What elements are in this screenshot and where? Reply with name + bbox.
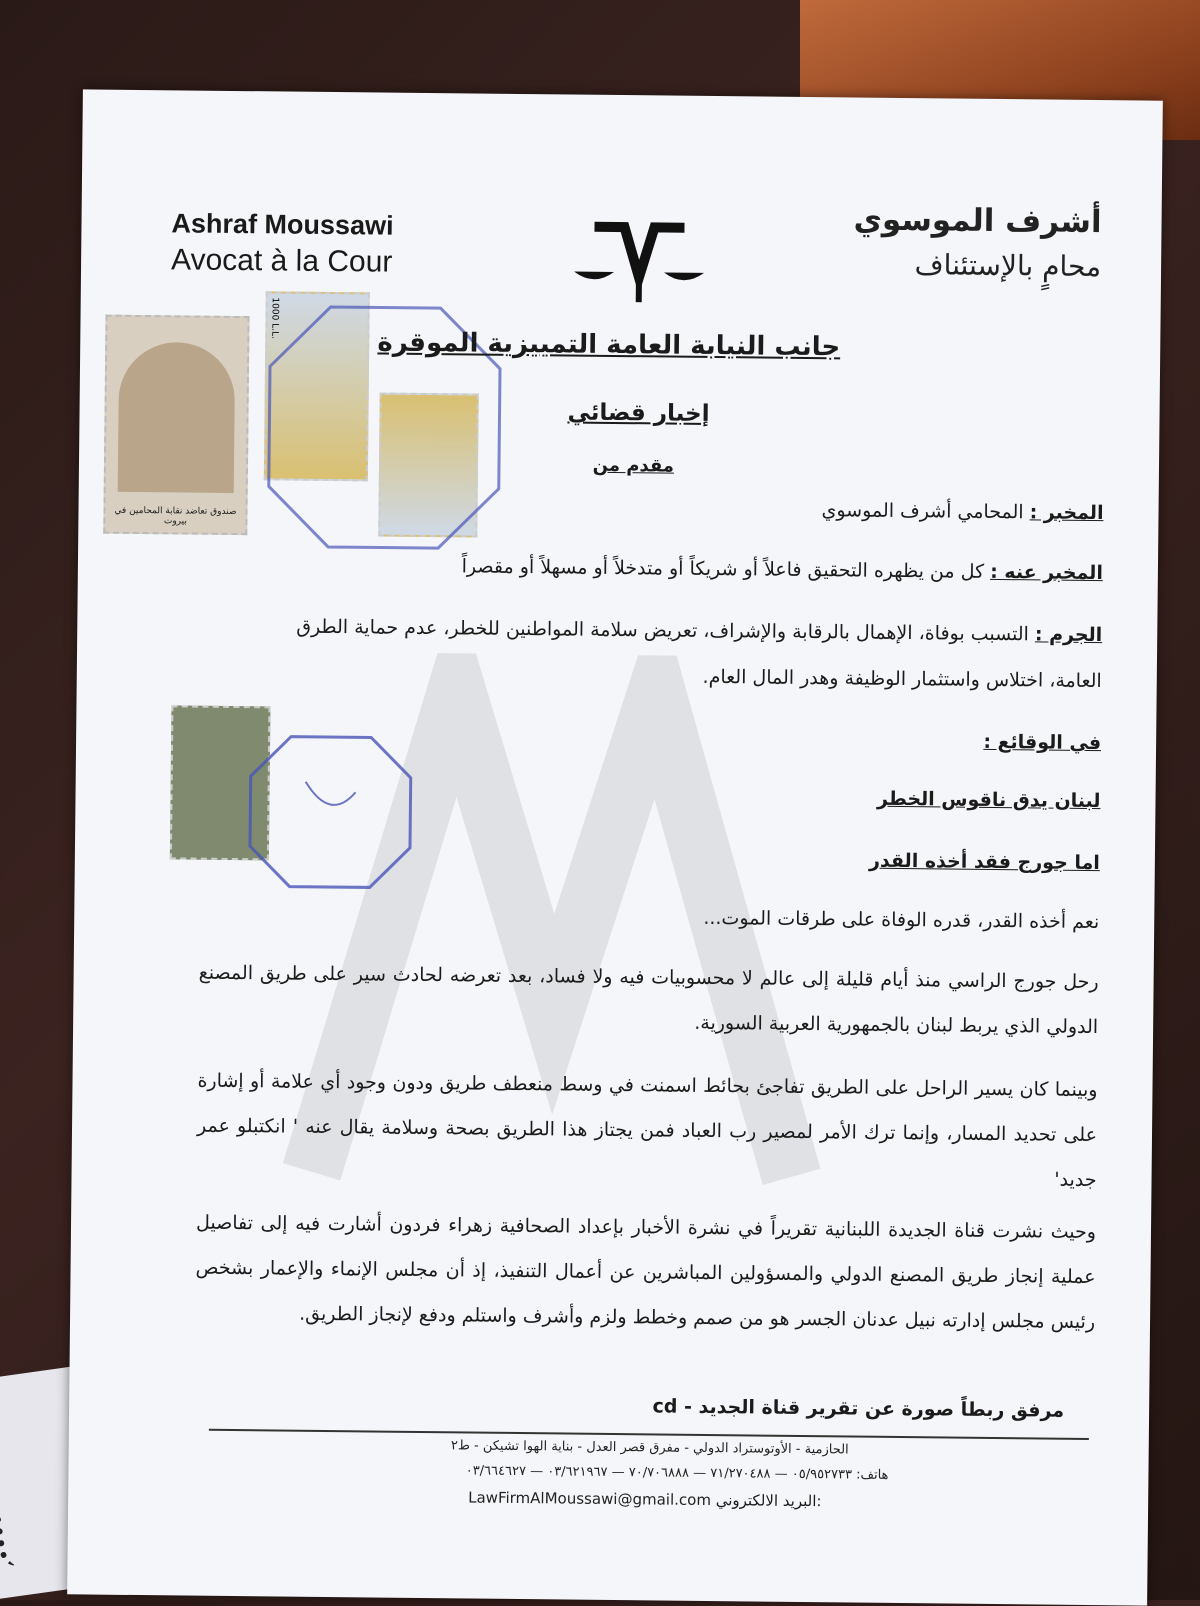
revenue-stamp-brown [103,315,249,535]
lawyer-title-en: Avocat à la Cour [170,243,393,279]
lawyer-title-ar: محامٍ بالإستئناف [914,248,1102,284]
attachment-note: مرفق ربطاً صورة عن تقرير قناة الجديد - cd [652,1395,1065,1422]
stamp-denomination: 1000 L.L. [269,297,280,339]
document-page [67,89,1163,1605]
sub-heading-alarm: لبنان يدق ناقوس الخطر [876,787,1101,813]
paragraph-2: رحل جورج الراسي منذ أيام قليلة إلى عالم لا محسوبيات فيه ولا فساد، بعد تعرضه لحادث سير على طريق المصنع الدولي الذي يربط لبنان بالجمهورية العربية السورية. [198,961,1099,1039]
informant-label: المخبر : [1029,501,1104,525]
footer-phone: هاتف: ٠٥/٩٥٢٧٣٣ — ٧١/٢٧٠٤٨٨ — ٧٠/٧٠٦٨٨٨ — ٠٣/٦٢١٩٦٧ — ٠٣/٦٦٤٦٢٧ [465,1463,889,1483]
paragraph-1: نعم أخذه القدر، قدره الوفاة على طرقات الموت... [703,906,1100,934]
paragraph-3: وبينما كان يسير الراحل على الطريق تفاجئ بحائط اسمنت في وسط منعطف طريق ودون وجود أي علامة أو إشارة على تحديد المسار، وإنما ترك الأمر لمصير رب العباد فمن يجتاز هذا الطريق بصحة وسلامة يقال عنه ' انكتبلو عمر جديد' [196,1069,1098,1192]
footer-email-row [468,1488,821,1510]
accused-field [462,555,1103,584]
ink-stamp-octagon-2 [245,731,417,893]
accused-value: كل من يظهره التحقيق فاعلاً أو شريكاً أو متدخلاً أو مسهلاً أو مقصراً [461,555,985,583]
lawyer-name-en: Ashraf Moussawi [171,208,394,241]
footer-divider [209,1429,1089,1440]
crime-label: الجرم : [1034,623,1103,647]
header-english [171,208,394,279]
document-title: إخبار قضائي [567,399,710,427]
crime-value-line-2: العامة، اختلاس واستثمار الوظيفة وهدر المال العام. [702,665,1102,693]
lawyer-name-ar: أشرف الموسوي [853,201,1102,241]
footer-address: الحازمية - الأوتوستراد الدولي - مفرق قصر العدل - بناية الهوا تشيكن - ط٢ [450,1438,849,1458]
header-arabic [853,201,1102,283]
footer-email: LawFirmAlMoussawi@gmail.com [468,1488,712,1510]
facts-heading: في الوقائع : [983,730,1102,755]
paragraph-4: وحيث نشرت قناة الجديدة اللبنانية تقريراً في نشرة الأخبار بإعداد الصحافية زهراء فردون أشارت فيه إلى تفاصيل عملية إنجاز طريق المصنع الدولي والمسؤولين المباشرين عن أعمال التنفيذ، إذ أن مجلس الإنماء والإعمار بشخص رئيس مجلس إدارته نبيل عدنان الجسر هو من صمم وخطط ولزم وأشرف واستلم ودفع لإنجاز الطريق. [195,1211,1097,1334]
accused-label: المخبر عنه : [990,560,1104,585]
informant-value: المحامي أشرف الموسوي [821,499,1024,524]
presented-by: مقدم من [592,454,675,477]
addressee-heading: جانب النيابة العامة التمييزية الموقرة [377,327,841,363]
footer-email-label: البريد الالكتروني: [715,1491,822,1511]
stamp-cedar-image [118,342,236,493]
crime-value-line-1: التسبب بوفاة، الإهمال بالرقابة والإشراف، تعريض سلامة المواطنين للخطر، عدم حماية الطرق [296,615,1030,646]
law-firm-logo [569,206,710,307]
stamp-caption: صندوق تعاضد نقابة المحامين في بيروت [114,505,237,527]
crime-field [296,616,1102,646]
sub-heading-george: اما جورج فقد أخذه القدر [868,849,1100,875]
informant-field [821,499,1103,524]
crime-field-line-2 [702,666,1101,692]
pattern-decoration [0,1415,37,1569]
